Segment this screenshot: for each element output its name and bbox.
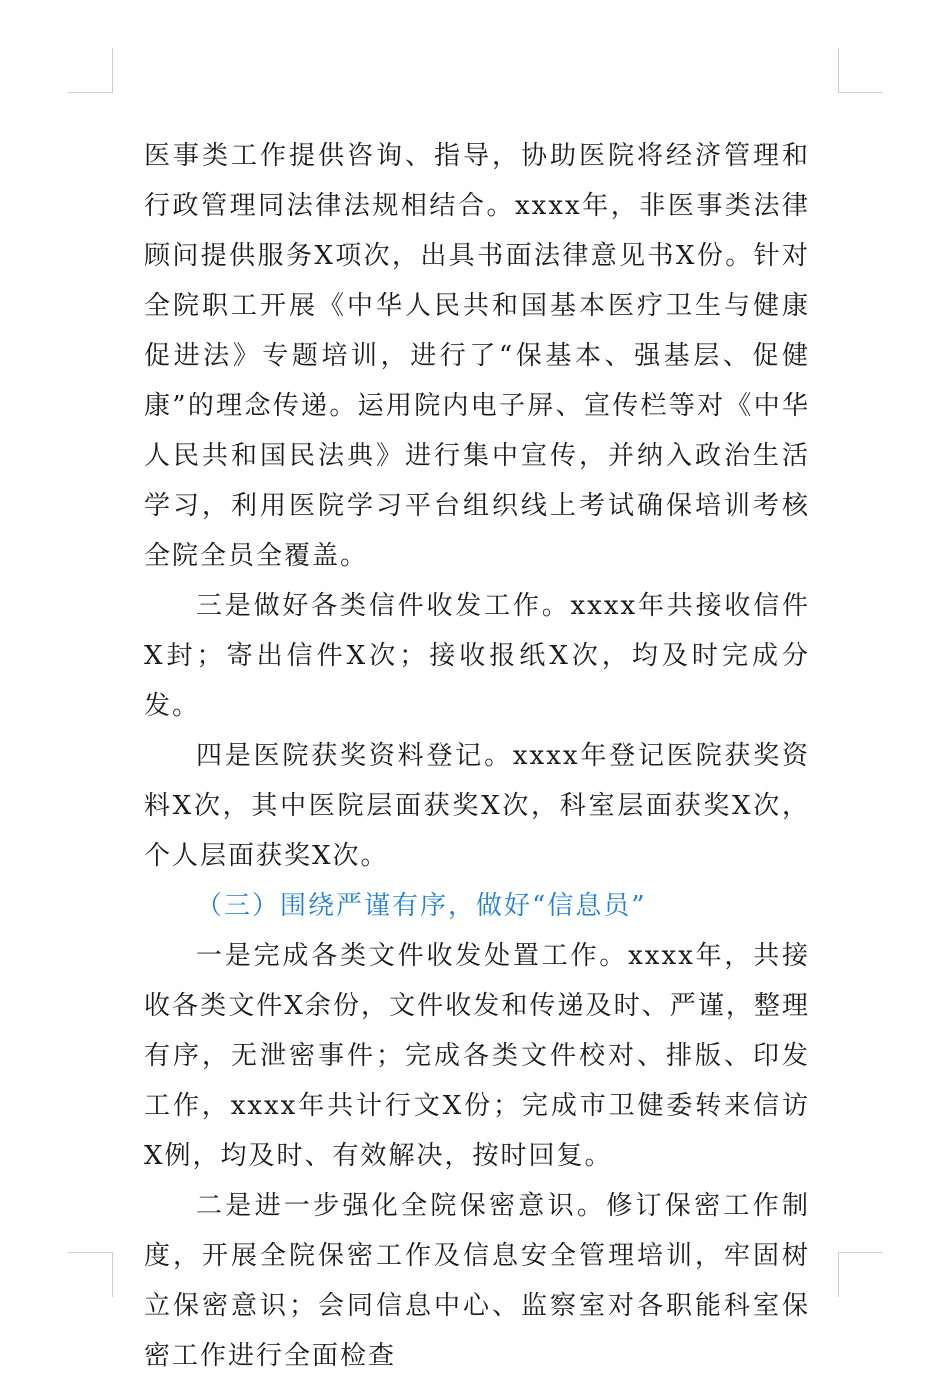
paragraph-legal-services: 医事类工作提供咨询、指导，协助医院将经济管理和行政管理同法律法规相结合。xxxx年，非医事类法律顾问提供服务X项次，出具书面法律意见书X份。针对全院职工开展《中华人民共和国基本医疗卫生与健康促进法》专题培训，进行了“保基本、强基层、促健康”的理念传递。运用院内电子屏、宣传栏等对《中华人民共和国民法典》进行集中宣传，并纳入政治生活学习，利用医院学习平台组织线上考试确保培训考核全院全员全覆盖。 — [144, 141, 810, 571]
crop-mark-top-left — [68, 48, 113, 93]
section-heading-information-officer: （三）围绕严谨有序，做好“信息员” — [196, 891, 647, 921]
paragraph-award-registration: 四是医院获奖资料登记。xxxx年登记医院获奖资料X次，其中医院层面获奖X次，科室层面获奖X次，个人层面获奖X次。 — [144, 741, 810, 871]
crop-mark-top-right — [838, 48, 883, 93]
crop-mark-bottom-right — [838, 1252, 883, 1297]
paragraph-confidentiality: 二是进一步强化全院保密意识。修订保密工作制度，开展全院保密工作及信息安全管理培训，牢固树立保密意识；会同信息中心、监察室对各职能科室保密工作进行全面检查 — [144, 1191, 810, 1371]
paragraph-mail-handling: 三是做好各类信件收发工作。xxxx年共接收信件X封；寄出信件X次；接收报纸X次，均及时完成分发。 — [144, 591, 810, 721]
document-body — [144, 131, 810, 1381]
crop-mark-bottom-left — [68, 1252, 113, 1297]
paragraph-document-processing: 一是完成各类文件收发处置工作。xxxx年，共接收各类文件X余份，文件收发和传递及时、严谨，整理有序，无泄密事件；完成各类文件校对、排版、印发工作，xxxx年共计行文X份；完成市卫健委转来信访X例，均及时、有效解决，按时回复。 — [144, 941, 810, 1171]
